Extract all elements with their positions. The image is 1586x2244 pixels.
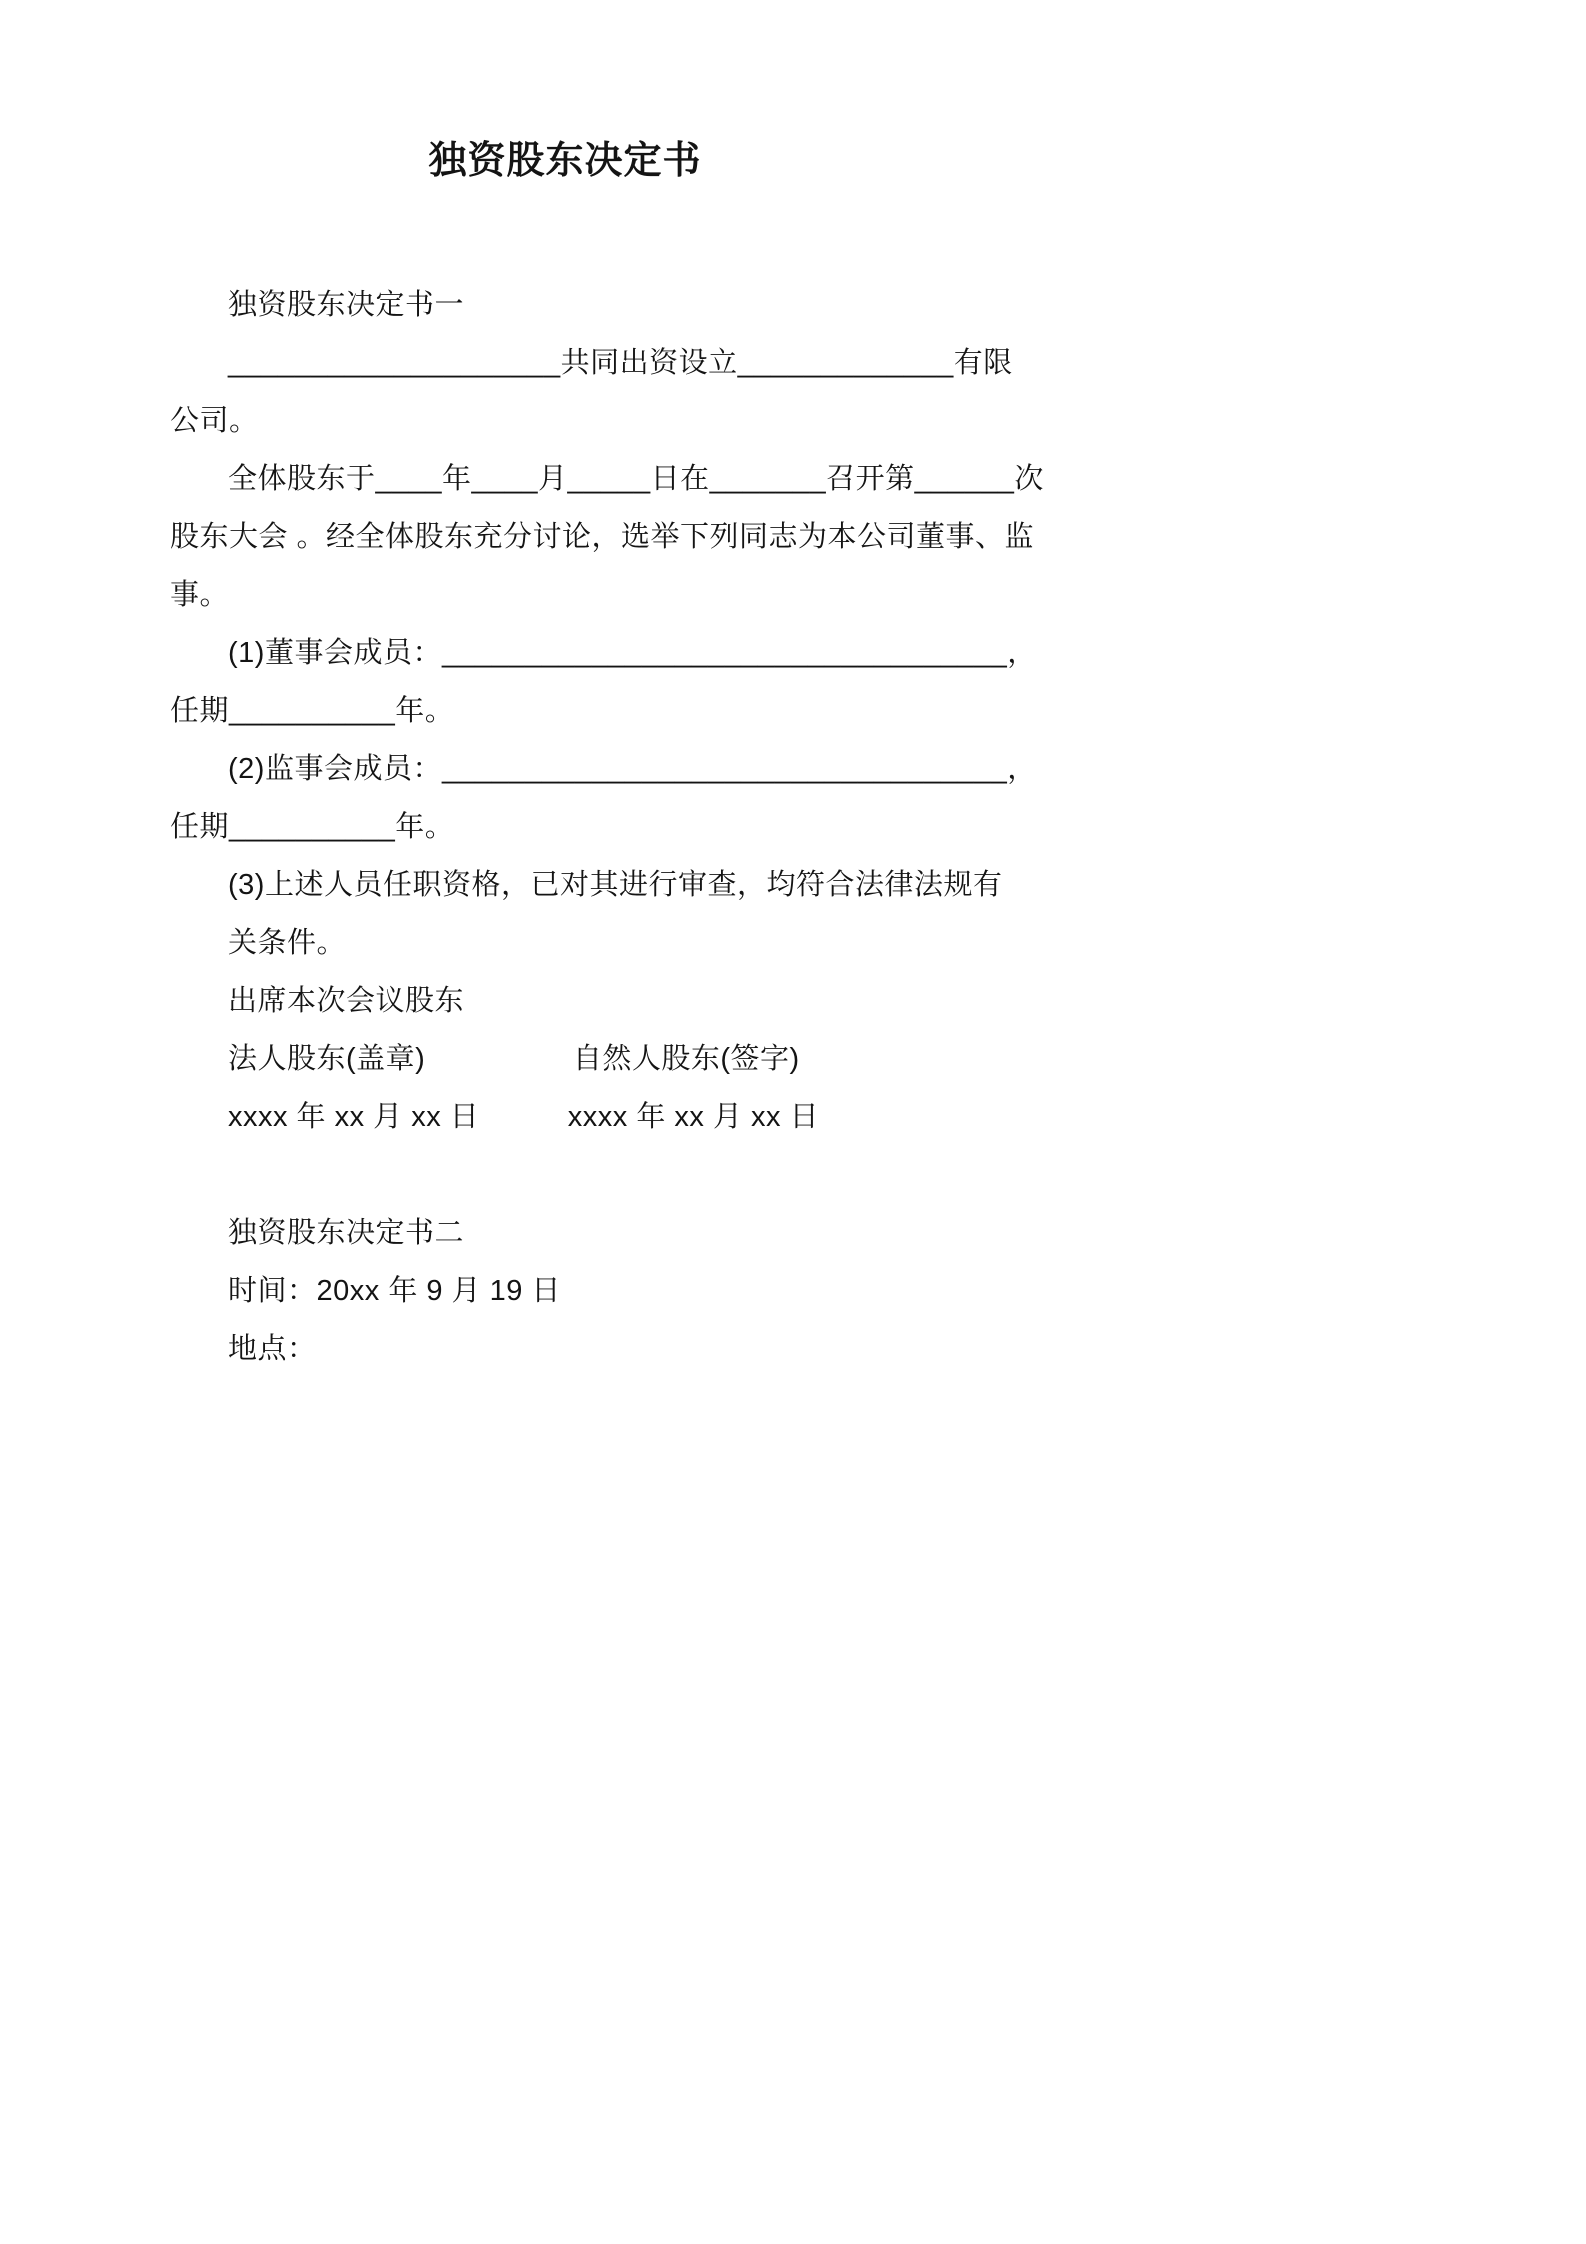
text-line: xxxx 年 xx 月 xx 日 xxxx 年 xx 月 xx 日 (228, 1101, 820, 1133)
text-line: 独资股东决定书一 (228, 289, 465, 321)
text-line: 全体股东于____年____月_____日在_______召开第______次 (228, 463, 1044, 495)
text-line: 地点： (228, 1333, 317, 1365)
text-line: 事。 (170, 579, 230, 611)
text-line: 股东大会 。经全体股东充分讨论，选举下列同志为本公司董事、监 (170, 521, 1035, 553)
text-line: (3)上述人员任职资格，已对其进行审查，均符合法律法规有 (228, 869, 1003, 901)
text-line: ____________________共同出资设立_____________有限 (228, 347, 1013, 379)
document-body (170, 276, 1044, 1378)
text-line: 时间：20xx 年 9 月 19 日 (228, 1275, 561, 1307)
text-line: (2)监事会成员：__________________________________， (228, 753, 1037, 785)
text-line: 出席本次会议股东 (228, 985, 465, 1017)
document-content (170, 138, 1044, 1378)
text-line: 独资股东决定书二 (228, 1217, 465, 1249)
text-line (170, 1146, 960, 1204)
text-line: 关条件。 (228, 927, 347, 959)
text-line: (1)董事会成员：__________________________________， (228, 637, 1037, 669)
text-line: 法人股东(盖章) 自然人股东(签字) (228, 1043, 800, 1075)
text-line: 公司。 (170, 405, 259, 437)
document-title: 独资股东决定书 (428, 140, 702, 182)
text-line: 任期__________年。 (170, 811, 455, 843)
text-line: 任期__________年。 (170, 695, 455, 727)
